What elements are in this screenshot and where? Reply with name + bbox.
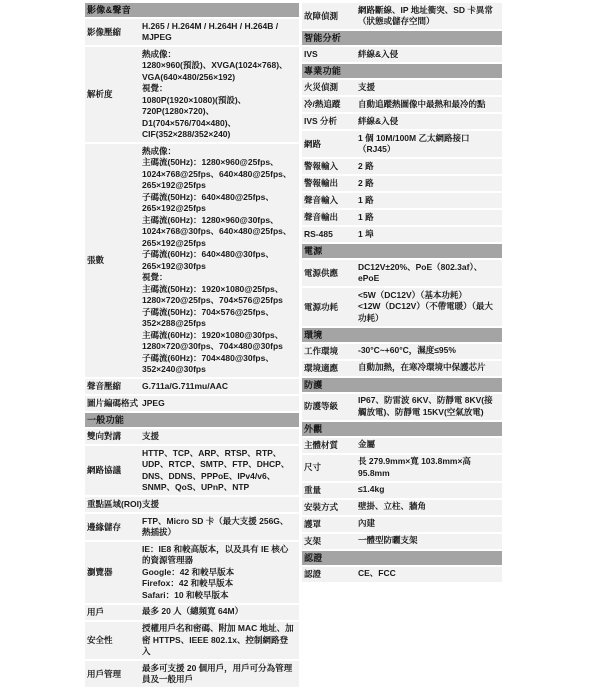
spec-row-value: [358, 229, 502, 241]
spec-row-label: 聲音輸入: [304, 195, 339, 206]
spec-row-label: 重量: [304, 484, 322, 495]
spec-value-line: IE：IE8 和較高版本，以及具有 IE 核心的資源管理器: [142, 543, 289, 565]
spec-value-line: 子碼流(60Hz)：640×480@30fps、265×192@30fps: [142, 249, 274, 271]
spec-row: [302, 394, 502, 420]
spec-row-label: 認證: [304, 568, 322, 579]
spec-row: [85, 605, 299, 620]
spec-row-value: [358, 161, 502, 173]
spec-value-line: 一體型防曬支架: [358, 535, 418, 546]
spec-row: [302, 131, 502, 157]
spec-row-label: 支架: [304, 535, 322, 546]
spec-row-value: [358, 456, 502, 479]
spec-row-label: 網路協議: [87, 465, 122, 476]
spec-row: [302, 455, 502, 481]
spec-row: [302, 500, 502, 515]
spec-row-label: 環境適應: [304, 362, 339, 373]
spec-row-value: [358, 345, 502, 357]
spec-value-line: 支援: [142, 430, 160, 441]
spec-row: [302, 344, 502, 359]
spec-value-line: 子碼流(50Hz)：704×576@25fps、352×288@25fps: [142, 306, 274, 328]
spec-value-line: 支援: [358, 81, 376, 92]
spec-value-line: 主碼流(60Hz)：1920×1080@30fps、1280×720@30fps、704×480@30fps: [142, 329, 284, 351]
spec-value-line: 2 路: [358, 177, 374, 188]
spec-row: [85, 622, 299, 660]
spec-row: [302, 227, 502, 242]
spec-value-line: 子碼流(60Hz)：704×480@30fps、352×240@30fps: [142, 352, 274, 374]
spec-value-line: 1 路: [358, 211, 374, 222]
spec-row: [302, 80, 502, 95]
spec-value-line: 自動加熱，在寒冷環境中保護芯片: [358, 362, 486, 373]
spec-row: [85, 144, 299, 377]
spec-value-line: 1 埠: [358, 228, 374, 239]
spec-row-label: IVS 分析: [304, 116, 338, 127]
spec-row-label: 工作環境: [304, 345, 339, 356]
spec-row-value: [358, 195, 502, 207]
spec-row-value: [358, 395, 502, 418]
spec-value-line: 最多 20 人（總頻寬 64M）: [142, 606, 244, 617]
spec-row: [302, 97, 502, 112]
spec-value-line: FTP、Micro SD 卡（最大支援 256G、熱插拔）: [142, 515, 289, 537]
spec-row-value: [358, 362, 502, 374]
spec-row-value: [142, 448, 299, 494]
spec-row: [85, 514, 299, 540]
spec-row-value: [358, 535, 502, 547]
spec-row-value: [358, 484, 502, 496]
spec-value-line: 絆線&入侵: [358, 115, 399, 126]
spec-row-label: 火災偵測: [304, 82, 339, 93]
spec-value-line: 主碼流(50Hz)：1920×1080@25fps、1280×720@25fps、704×576@25fps: [142, 283, 284, 305]
spec-row-value: [358, 518, 502, 530]
spec-row: [85, 661, 299, 687]
spec-column-left: [85, 3, 299, 689]
spec-row-label: 安裝方式: [304, 501, 339, 512]
spec-row-label: 警報輸入: [304, 161, 339, 172]
spec-row: [85, 47, 299, 142]
spec-value-line: Google：42 和較早版本: [142, 566, 235, 577]
spec-value-line: DC12V±20%、PoE（802.3af）、ePoE: [358, 261, 483, 283]
spec-row-label: 聲音輸出: [304, 212, 339, 223]
spec-row: [302, 47, 502, 62]
spec-value-line: 自動追蹤熱圖像中最熱和最冷的點: [358, 98, 486, 109]
spec-value-line: 最多可支援 20 個用戶，用戶可分為管理員及一般用戶: [142, 662, 293, 684]
spec-row: [302, 517, 502, 532]
spec-row: [302, 3, 502, 29]
section-header: 電源: [302, 244, 502, 258]
spec-row-value: [142, 146, 299, 376]
spec-row-value: [142, 606, 299, 618]
spec-row: [302, 483, 502, 498]
section-header: 智能分析: [302, 31, 502, 45]
spec-value-line: ≤1.4kg: [358, 484, 385, 495]
spec-row-value: [142, 21, 299, 44]
spec-row-label: 防護等級: [304, 401, 339, 412]
spec-value-line: G.711a/G.711mu/AAC: [142, 380, 228, 391]
spec-row-value: [358, 501, 502, 513]
spec-value-line: 熱成像：: [142, 48, 177, 59]
section-header: 一般功能: [85, 413, 299, 427]
spec-row: [302, 361, 502, 376]
spec-value-line: H.265 / H.264M / H.264H / H.264B / MJPEG: [142, 20, 279, 42]
spec-value-line: 視覺：: [142, 83, 168, 93]
spec-row: [302, 176, 502, 191]
spec-row-label: 影像壓縮: [87, 26, 122, 37]
spec-value-line: Safari：10 和較早版本: [142, 589, 229, 600]
spec-row: [85, 19, 299, 45]
spec-row-value: [142, 623, 299, 658]
spec-row: [302, 260, 502, 286]
spec-row-label: 瀏覽器: [87, 567, 113, 577]
spec-row-value: [142, 516, 299, 539]
spec-row: [302, 193, 502, 208]
section-header: 影像&聲音: [85, 3, 299, 17]
spec-value-line: <5W（DC12V）（基本功耗）: [358, 289, 467, 300]
section-header: 防護: [302, 378, 502, 392]
spec-row-label: 用戶: [87, 606, 105, 617]
spec-value-line: 主碼流(60Hz)：1280×960@30fps、1024×768@30fps、640×480@25fps、265×192@25fps: [142, 214, 292, 248]
spec-row: [302, 159, 502, 174]
spec-row: [302, 438, 502, 453]
spec-row-value: [142, 663, 299, 686]
spec-row: [85, 396, 299, 411]
spec-row-value: [358, 49, 502, 61]
spec-row-label: 電源供應: [304, 267, 339, 278]
spec-row-value: [358, 178, 502, 190]
spec-row-value: [358, 568, 502, 580]
spec-row-value: [142, 49, 299, 141]
spec-value-line: JPEG: [142, 397, 165, 408]
spec-row-value: [142, 544, 299, 602]
spec-value-line: CE、FCC: [358, 568, 396, 579]
spec-row: [302, 114, 502, 129]
spec-row-label: 電源功耗: [304, 301, 339, 312]
spec-value-line: 網路斷線、IP 地址衝突、SD 卡異常（狀態或儲存空間）: [358, 4, 493, 26]
spec-row-value: [142, 381, 299, 393]
section-header: 環境: [302, 328, 502, 342]
spec-value-line: 金屬: [358, 439, 376, 450]
spec-row-value: [142, 499, 299, 511]
spec-row-value: [358, 212, 502, 224]
spec-row-label: 聲音壓縮: [87, 381, 122, 392]
spec-row: [85, 446, 299, 495]
spec-row-label: 安全性: [87, 635, 113, 645]
spec-row-label: 網路: [304, 138, 322, 149]
section-header: 專業功能: [302, 64, 502, 78]
spec-row-label: 圖片編碼格式: [87, 398, 139, 409]
spec-row-label: 邊緣儲存: [87, 521, 122, 532]
spec-row-value: [358, 5, 502, 28]
spec-row: [302, 534, 502, 549]
spec-row-label: 張數: [87, 255, 105, 266]
section-header: 認證: [302, 551, 502, 565]
spec-row-value: [358, 262, 502, 285]
spec-row-value: [358, 116, 502, 128]
spec-value-line: 內建: [358, 518, 376, 529]
spec-value-line: 1 個 10M/100M 乙太網路接口（RJ45）: [358, 132, 470, 154]
spec-row-label: 冷/熱追蹤: [304, 99, 341, 110]
spec-row-label: IVS: [304, 49, 318, 60]
spec-value-line: <12W（DC12V）（不帶電暖）（最大功耗）: [358, 301, 493, 323]
spec-value-line: 子碼流(50Hz)：640×480@25fps、265×192@25fps: [142, 191, 274, 213]
spec-row: [85, 542, 299, 603]
spec-row-label: 尺寸: [304, 462, 322, 473]
spec-row-value: [358, 290, 502, 325]
spec-row: [302, 567, 502, 582]
spec-row-label: 警報輸出: [304, 178, 339, 189]
spec-row-value: [358, 99, 502, 111]
spec-row: [85, 379, 299, 394]
spec-value-line: 1 路: [358, 194, 374, 205]
spec-value-line: 授權用戶名和密碼、附加 MAC 地址、加密 HTTPS、IEEE 802.1x、控制網路登入: [142, 623, 294, 656]
spec-row-label: 故障偵測: [304, 10, 339, 21]
spec-row-label: 重點區域(ROI): [87, 499, 142, 510]
spec-row-value: [358, 82, 502, 94]
spec-value-line: 壁掛、立柱、牆角: [358, 501, 427, 512]
spec-row-label: 護罩: [304, 518, 322, 529]
spec-value-line: IP67、防雷波 6KV、防靜電 8KV(接觸放電)、防靜電 15KV(空氣放電): [358, 395, 493, 417]
spec-value-line: 支援: [142, 498, 160, 509]
spec-row-value: [358, 439, 502, 451]
spec-value-line: HTTP、TCP、ARP、RTSP、RTP、UDP、RTCP、SMTP、FTP、DHCP、DNS、DDNS、PPPoE、IPv4/v6、SNMP、QoS、UPnP、NTP: [142, 447, 290, 492]
spec-value-line: 1080P(1920×1080)(預設)、720P(1280×720)、D1(704×576/704×480)、CIF(352×288/352×240): [142, 94, 247, 139]
spec-value-line: -30°C~+60°C，濕度≤95%: [358, 345, 456, 356]
spec-row-label: 解析度: [87, 89, 113, 100]
spec-value-line: 主碼流(50Hz)：1280×960@25fps、1024×768@25fps、640×480@25fps、265×192@25fps: [142, 157, 292, 190]
spec-value-line: 2 路: [358, 160, 374, 171]
spec-row-label: RS-485: [304, 229, 333, 240]
spec-row-value: [358, 133, 502, 156]
spec-row-value: [142, 431, 299, 443]
spec-value-line: 絆線&入侵: [358, 48, 399, 59]
spec-row: [302, 210, 502, 225]
spec-value-line: 1280×960(預設)、XVGA(1024×768)、VGA(640×480/256×192): [142, 60, 288, 82]
spec-value-line: 視覺：: [142, 272, 168, 282]
spec-column-right: [302, 3, 502, 584]
spec-value-line: 長 279.9mm×寬 103.8mm×高 95.8mm: [358, 456, 471, 478]
spec-row-label: 用戶管理: [87, 668, 122, 679]
spec-row-value: [142, 398, 299, 410]
spec-row: [85, 497, 299, 512]
spec-row-label: 雙向對講: [87, 431, 122, 442]
spec-row-label: 主體材質: [304, 439, 339, 450]
spec-row: [85, 429, 299, 444]
spec-row: [302, 288, 502, 326]
spec-value-line: 熱成像：: [142, 145, 177, 156]
section-header: 外觀: [302, 422, 502, 436]
spec-value-line: Firefox：42 和較早版本: [142, 578, 234, 588]
